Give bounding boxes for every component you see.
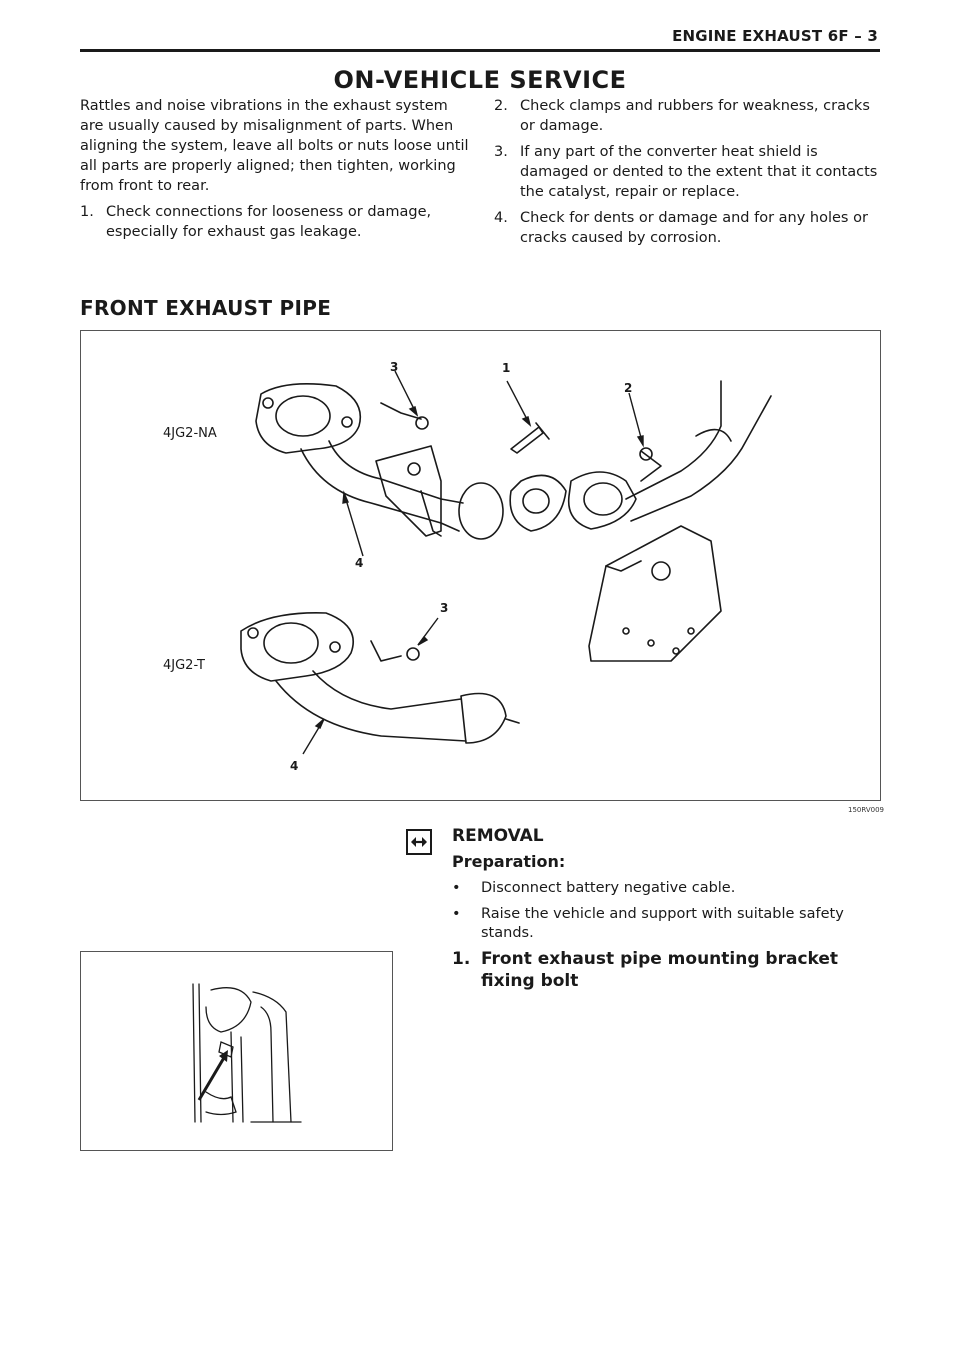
na-pipe-end [459,483,503,539]
t-nut-3 [407,648,419,660]
na-flange-port [276,396,330,436]
frame-rail [193,984,195,1122]
callout-1: 1 [502,361,511,375]
bolt-1 [511,423,549,453]
step-text: Front exhaust pipe mounting bracket fixing bolt [481,949,839,991]
t-flange-hole [248,628,258,638]
pipe-left-inner [241,1037,243,1122]
na-pipe-bottom [329,441,463,503]
bracket-bolt-illustration [80,951,393,1151]
arrow-3-t-head [418,637,427,645]
preparation-list [452,879,882,950]
list-item-number: 3. [494,144,508,160]
pipe-inner [261,1007,273,1122]
callout-2: 2 [624,381,633,395]
list-item [80,202,470,242]
subsection-title: FRONT EXHAUST PIPE [80,296,332,320]
list-item [452,879,882,898]
arrow-3-na-head [410,407,417,415]
removal-step-1 [452,948,882,992]
intro-left-column [80,96,470,248]
list-item [494,208,884,248]
mounting-bracket-hole [688,628,694,634]
t-pipe-top [313,671,461,709]
list-item-text: Check connections for looseness or damage, especially for exhaust gas leakage. [106,204,432,240]
na-flange-hole [263,398,273,408]
list-item-number: 2. [494,98,508,114]
arrow-1-head [523,417,530,425]
na-flange-hole [342,417,352,427]
list-item-number: 4. [494,210,508,226]
bullet-icon: • [452,906,461,922]
section-title: ON-VEHICLE SERVICE [333,66,627,94]
t-pipe-stud [506,719,519,723]
variant-label-na: 4JG2-NA [163,426,217,441]
pipe-elbow [206,988,251,1032]
na-clamp-bolt [408,463,420,475]
preparation-title: Preparation: [452,852,566,871]
t-flange-port [264,623,318,663]
arrow-2-head [638,436,643,445]
figure-code: 150RV009 [848,806,884,814]
t-pipe-bottom [276,681,466,741]
list-item-text: Check clamps and rubbers for weakness, cracks or damage. [520,98,870,134]
mounting-bracket-hole [648,640,654,646]
intro-paragraph: Rattles and noise vibrations in the exhaust system are usually caused by misalignment of parts. When aligning the system, leave all bolts or nuts loose until all parts are properly aligned; then tighten, working from front to rear. [80,98,469,194]
list-item-text: If any part of the converter heat shield is damaged or dented to the extent that it contacts the catalyst, repair or replace. [520,144,878,200]
list-item-text: Raise the vehicle and support with suitable safety stands. [481,906,844,941]
intro-right-column [494,96,884,254]
list-item [452,905,882,943]
arrow-4-t-head [316,719,324,728]
callout-3-na: 3 [390,360,399,374]
mounting-bracket-hole [673,648,679,654]
callout-4-na: 4 [355,556,364,570]
list-item-number: 1. [80,204,94,220]
gasket [510,475,566,531]
page-header-title: ENGINE EXHAUST 6F – 3 [672,27,878,45]
bolt-arrow [199,1056,225,1100]
pipe-left [231,1032,233,1122]
mounting-bracket-hole [652,562,670,580]
step-number: 1. [452,949,471,969]
converter-port [584,483,622,515]
mounting-bracket [589,526,721,661]
header-rule [80,49,880,52]
removal-title: REMOVAL [452,826,544,846]
exhaust-pipe-illustration [80,330,881,801]
callout-3-t: 3 [440,601,449,615]
t-pipe-end [461,694,506,744]
list-item-text: Disconnect battery negative cable. [481,880,736,896]
frame-rail [199,984,201,1122]
exhaust-pipe-drawing [81,331,882,802]
list-item [494,96,884,136]
list-item-text: Check for dents or damage and for any holes or cracks caused by corrosion. [520,210,868,246]
bullet-icon: • [452,880,461,896]
mounting-bracket-hole [623,628,629,634]
gasket-port [523,489,549,513]
bracket-bolt-drawing [81,952,394,1152]
t-nut-3-leader [371,641,401,661]
t-flange-hole [330,642,340,652]
callout-4-t: 4 [290,759,299,773]
converter-flange [569,472,636,529]
variant-label-t: 4JG2-T [163,658,205,673]
clamp [206,1092,236,1115]
list-item [494,142,884,202]
removal-arrows-icon [406,829,432,855]
